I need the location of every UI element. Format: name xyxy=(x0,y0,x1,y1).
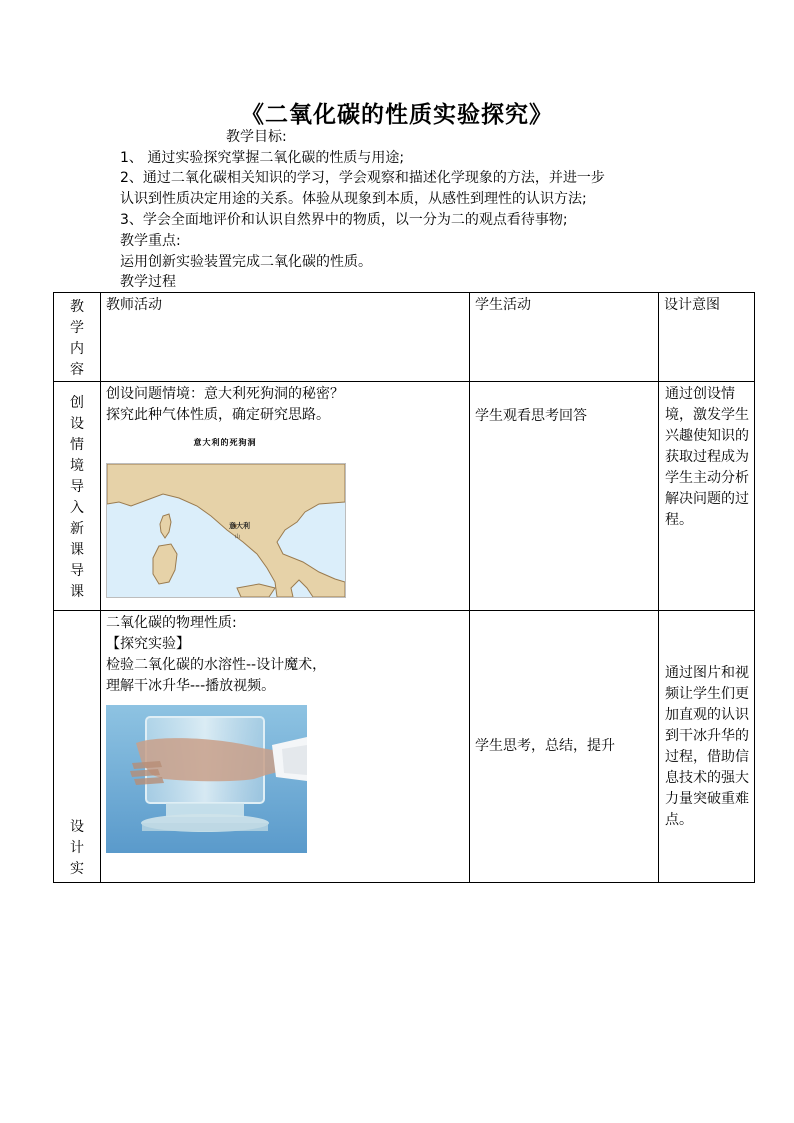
page-title: 《二氧化碳的性质实验探究》 xyxy=(241,101,553,128)
map-label-italy: 意大利 xyxy=(229,522,250,530)
row1-teacher-line2: 探究此种气体性质，确定研究思路。 xyxy=(106,407,330,423)
key-point: 运用创新实验装置完成二氧化碳的性质。 xyxy=(120,254,372,270)
italy-map-svg xyxy=(107,464,345,597)
map-title: 意大利的死狗洞 xyxy=(193,438,257,447)
header-purpose: 设计意图 xyxy=(659,293,755,382)
process-heading: 教学过程 xyxy=(120,274,176,290)
row1-teacher xyxy=(101,382,470,611)
map-sublabel: 山 xyxy=(235,534,241,540)
row2-content: 设计实 xyxy=(54,611,101,883)
table-header-row xyxy=(54,293,755,382)
row2-teacher-line4: 理解干冰升华---播放视频。 xyxy=(106,678,276,694)
row1-teacher-line1: 创设问题情境：意大利死狗洞的秘密？ xyxy=(106,386,344,402)
row1-content: 创设情境导入新课导课 xyxy=(54,382,101,611)
dry-ice-photo-svg xyxy=(106,705,307,853)
header-teacher: 教师活动 xyxy=(101,293,470,382)
row2-teacher-line3: 检验二氧化碳的水溶性--设计魔术， xyxy=(106,657,327,673)
row1-purpose: 通过创设情境，激发学生兴趣使知识的获取过程成为学生主动分析解决问题的过程。 xyxy=(659,382,755,611)
row2-teacher-line1: 二氧化碳的物理性质: xyxy=(106,615,237,631)
objective-3: 3、学会全面地评价和认识自然界中的物质，以一分为二的观点看待事物; xyxy=(120,212,568,228)
row1-student: 学生观看思考回答 xyxy=(470,382,659,611)
objectives-heading: 教学目标: xyxy=(226,129,287,145)
row2-teacher-line2: 【探究实验】 xyxy=(106,636,190,652)
objective-1: 1、 通过实验探究掌握二氧化碳的性质与用途; xyxy=(120,150,405,166)
table-row xyxy=(54,611,755,883)
key-heading: 教学重点: xyxy=(120,233,181,249)
row2-teacher xyxy=(101,611,470,883)
lesson-plan-table xyxy=(53,292,755,883)
italy-map-image xyxy=(106,463,346,598)
table-row xyxy=(54,382,755,611)
header-content: 教学内容 xyxy=(54,293,101,382)
row2-purpose: 通过图片和视频让学生们更加直观的认识到干冰升华的过程，借助信息技术的强大力量突破重难点。 xyxy=(659,611,755,883)
dry-ice-video-image xyxy=(106,705,307,853)
row2-student: 学生思考，总结，提升 xyxy=(470,611,659,883)
objective-2a: 2、通过二氧化碳相关知识的学习，学会观察和描述化学现象的方法，并进一步 xyxy=(120,170,605,186)
objective-2b: 认识到性质决定用途的关系。体验从现象到本质，从感性到理性的认识方法; xyxy=(120,191,587,207)
header-student: 学生活动 xyxy=(470,293,659,382)
